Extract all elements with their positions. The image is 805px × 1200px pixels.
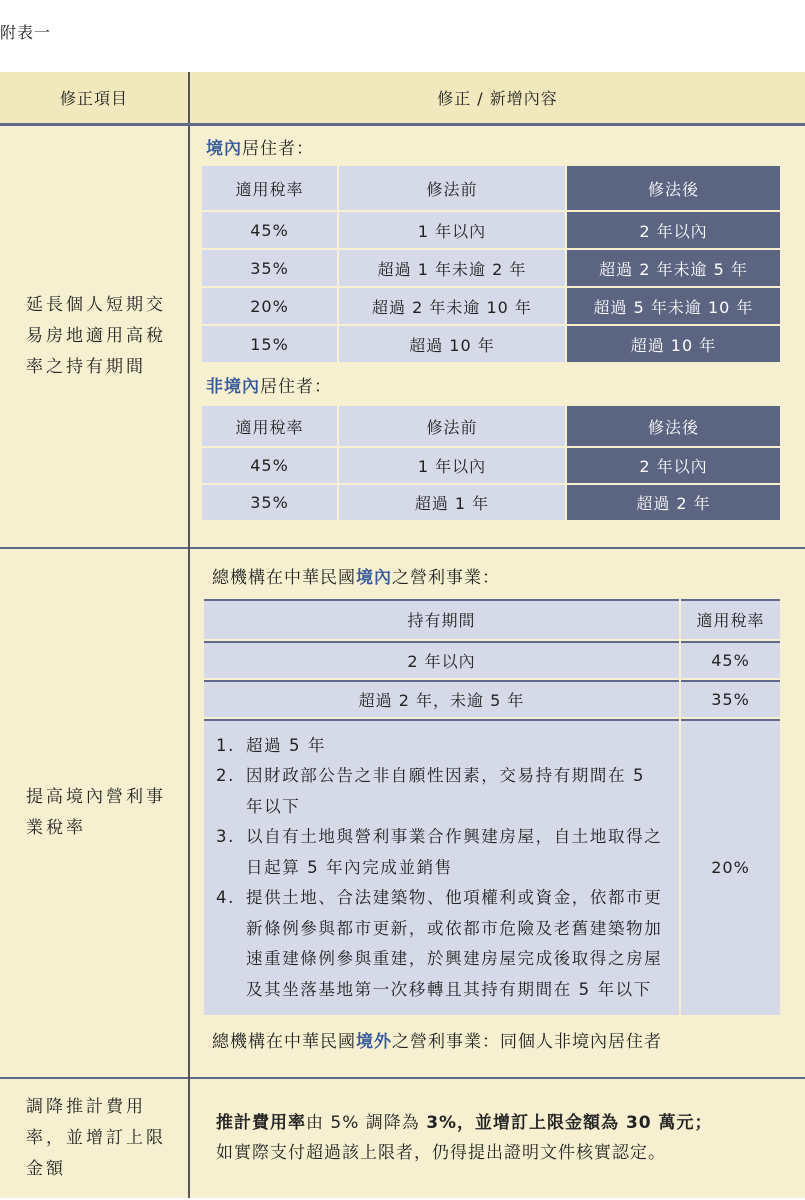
header-item: 修正項目 (0, 72, 189, 125)
resident-header-after: 修法後 (567, 166, 780, 210)
table-row: 超過 2 年，未逾 5 年 35% (204, 680, 780, 717)
condition-list-cell (204, 719, 679, 1016)
resident-header-before: 修法前 (339, 166, 565, 210)
nonresident-header-before: 修法前 (339, 406, 565, 446)
nonresident-title: 非境內居住者： (206, 377, 332, 398)
domestic-header-rate: 適用稅率 (681, 599, 780, 639)
section1-label: 延長個人短期交易房地適用高稅率之持有期間 (0, 125, 189, 548)
section3-content (189, 1078, 805, 1198)
table-row (204, 719, 780, 1016)
condition-list (216, 731, 667, 1006)
section3-line1: 推計費用率由 5% 調降為 3%，並增訂上限金額為 30 萬元； (216, 1113, 713, 1134)
list-item: 3. 以自有土地與營利事業合作興建房屋，自土地取得之日起算 5 年內完成並銷售 (216, 827, 663, 877)
list-item: 4. 提供土地、合法建築物、他項權利或資金，依都市更新條例參與都市更新，或依都市危險及老舊建築物加速重建條例參與重建，於興建房屋完成後取得之房屋及其坐落基地第一次移轉且其持有期間在 5 年以下 (216, 888, 663, 999)
table-row: 45% 1 年以內 2 年以內 (202, 448, 780, 483)
resident-title: 境內居住者： (206, 139, 314, 160)
list-item: 2. 因財政部公告之非自願性因素，交易持有期間在 5 年以下 (216, 766, 646, 816)
section1-content (189, 125, 805, 548)
condition-rate: 20% (681, 719, 780, 1016)
section3-line2: 如實際支付超過該上限者，仍得提出證明文件核實認定。 (216, 1143, 666, 1164)
nonresident-header-after: 修法後 (567, 406, 780, 446)
table-row: 35% 超過 1 年未逾 2 年 超過 2 年未逾 5 年 (202, 250, 780, 286)
header-content: 修正 / 新增內容 (189, 72, 805, 125)
table-row: 35% 超過 1 年 超過 2 年 (202, 485, 780, 520)
section2-label: 提高境內營利事業稅率 (0, 548, 189, 1078)
resident-rate-table (200, 164, 782, 364)
domestic-rate-table (202, 597, 782, 1018)
foreign-note: 總機構在中華民國境外之營利事業：同個人非境內居住者 (212, 1032, 662, 1053)
nonresident-rate-table (200, 404, 782, 522)
section3-label: 調降推計費用率，並增訂上限金額 (0, 1078, 189, 1198)
table-caption: 附表一 (0, 23, 52, 42)
nonresident-header-rate: 適用稅率 (202, 406, 337, 446)
table-row: 2 年以內 45% (204, 641, 780, 678)
amendment-table (0, 72, 805, 1198)
table-row: 20% 超過 2 年未逾 10 年 超過 5 年未逾 10 年 (202, 288, 780, 324)
list-item: 1. 超過 5 年 (216, 735, 327, 755)
section2-content (189, 548, 805, 1078)
table-row: 45% 1 年以內 2 年以內 (202, 212, 780, 248)
domestic-header-period: 持有期間 (204, 599, 679, 639)
table-row: 15% 超過 10 年 超過 10 年 (202, 326, 780, 362)
domestic-title: 總機構在中華民國境內之營利事業： (212, 567, 500, 588)
resident-header-rate: 適用稅率 (202, 166, 337, 210)
